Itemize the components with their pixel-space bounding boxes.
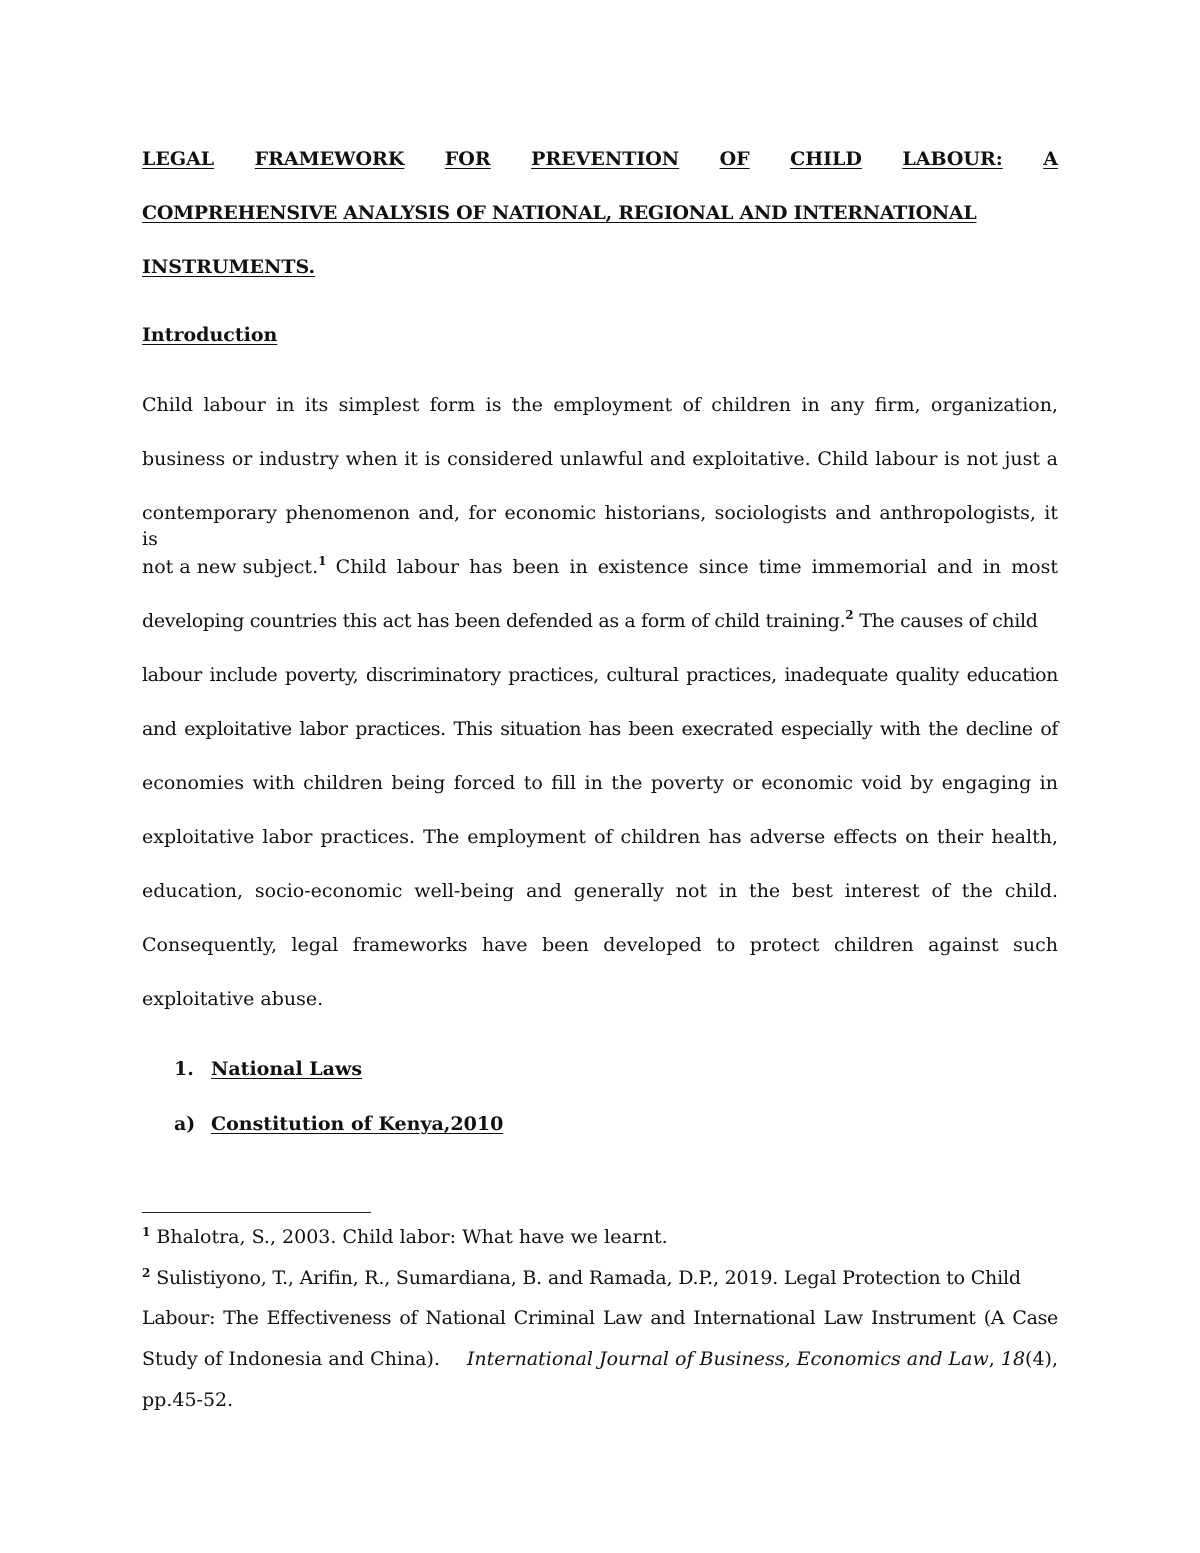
document-title-line-1 — [142, 146, 1058, 172]
title-word: A — [1043, 148, 1058, 170]
footnote-text: Bhalotra, S., 2003. Child labor: What have we learnt. — [150, 1226, 668, 1248]
paragraph-line — [142, 608, 1058, 634]
document-title-line-2: COMPREHENSIVE ANALYSIS OF NATIONAL, REGIONAL AND INTERNATIONAL — [142, 202, 977, 224]
paragraph-line: labour include poverty, discriminatory practices, cultural practices, inadequate quality education — [142, 664, 1058, 686]
text-fragment: not a new subject. — [142, 556, 319, 578]
section-number: a) — [174, 1113, 196, 1135]
title-word: PREVENTION — [531, 148, 680, 170]
citation-sep: , — [988, 1348, 1001, 1370]
sentence-fragment — [142, 554, 326, 580]
footnote-text: Study of Indonesia and China). — [142, 1348, 447, 1370]
text-fragment: developing countries this act has been defended as a form of child training. — [142, 610, 846, 632]
footnote-2-line-1 — [142, 1265, 1058, 1291]
footnote-text: Sulistiyono, T., Arifin, R., Sumardiana, B. and Ramada, D.P., 2019. Legal Protection to Child — [150, 1267, 1021, 1289]
text-fragment: Child labour has been in existence since time immemorial and in most — [335, 556, 1058, 578]
footnote-ref-2[interactable]: 2 — [845, 608, 854, 622]
footnote-2-line-3 — [142, 1346, 1058, 1372]
paragraph-line: Child labour in its simplest form is the employment of children in any firm, organization, — [142, 394, 1058, 416]
footnote-2-line-4: pp.45-52. — [142, 1389, 234, 1411]
title-word: LABOUR: — [902, 148, 1003, 170]
journal-title: International Journal of Business, Economics and Law — [466, 1348, 989, 1370]
title-word: FOR — [444, 148, 491, 170]
text-fragment: The causes of child — [853, 610, 1038, 632]
paragraph-line: Consequently, legal frameworks have been developed to protect children against such — [142, 934, 1058, 956]
section-number: 1. — [174, 1058, 194, 1080]
footnote-marker: 2 — [142, 1266, 151, 1280]
paragraph-line: contemporary phenomenon and, for economic historians, sociologists and anthropologists, it is — [142, 502, 1058, 550]
footnote-2-line-2: Labour: The Effectiveness of National Criminal Law and International Law Instrument (A Case — [142, 1307, 1058, 1329]
paragraph-line: and exploitative labor practices. This situation has been execrated especially with the decline of — [142, 718, 1058, 740]
paragraph-line: economies with children being forced to fill in the poverty or economic void by engaging in — [142, 772, 1058, 794]
paragraph-line: exploitative labor practices. The employment of children has adverse effects on their health, — [142, 826, 1058, 848]
footnote-marker: 1 — [142, 1225, 151, 1239]
title-word: CHILD — [790, 148, 862, 170]
document-title-line-3: INSTRUMENTS. — [142, 256, 316, 278]
title-word: LEGAL — [142, 148, 215, 170]
footnote-1 — [142, 1224, 1058, 1250]
footnote-ref-1[interactable]: 1 — [318, 554, 327, 568]
section-title: National Laws — [211, 1058, 363, 1080]
paragraph-line: business or industry when it is considered unlawful and exploitative. Child labour is not just a — [142, 448, 1058, 470]
title-word: FRAMEWORK — [254, 148, 405, 170]
title-word: OF — [719, 148, 750, 170]
section-title: Constitution of Kenya,2010 — [211, 1113, 504, 1135]
paragraph-line: exploitative abuse. — [142, 988, 324, 1010]
introduction-heading: Introduction — [142, 324, 278, 346]
journal-volume: 18 — [1000, 1348, 1026, 1370]
journal-issue: (4), — [1025, 1348, 1058, 1370]
footnote-citation — [467, 1346, 1058, 1372]
footnote-separator — [142, 1212, 371, 1213]
paragraph-line — [142, 554, 1058, 580]
paragraph-line: education, socio-economic well-being and generally not in the best interest of the child. — [142, 880, 1058, 902]
